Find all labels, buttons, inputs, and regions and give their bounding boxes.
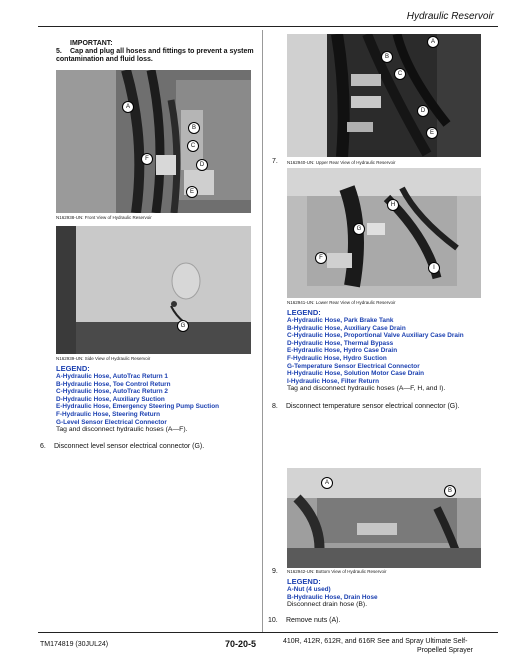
footer-model-line1: 410R, 412R, 612R, and 616R See and Spray Ultimate Self- [283,638,468,645]
legend-right [287,308,502,393]
caption-lower-rear-view: N162941-UN: Lower Rear View of Hydraulic Reservoir [287,300,396,305]
photo-lower-rear-view [287,168,481,298]
step-number: 9. [272,568,278,575]
callout-b: B [444,485,456,497]
page-title: Hydraulic Reservoir [406,11,494,22]
legend-tag-instruction: Tag and disconnect hydraulic hoses (A—F). [56,426,188,434]
callout-a: A [427,36,439,48]
footer-divider [38,632,498,633]
footer-document-id: TM174819 (30JUL24) [40,641,109,648]
legend-item: B-Hydraulic Hose, Auxiliary Case Drain [287,324,406,332]
step-10 [268,617,498,625]
legend-item: F-Hydraulic Hose, Steering Return [56,410,161,418]
step-number: 5. [56,48,62,55]
callout-h: H [387,199,399,211]
step-5 [56,40,256,64]
legend-item: C-Hydraulic Hose, Proportional Valve Auxiliary Case Drain [287,332,464,340]
legend-item: B-Hydraulic Hose, Drain Hose [287,593,378,601]
callout-c: C [394,68,406,80]
legend-item: G-Temperature Sensor Electrical Connector [287,362,420,370]
caption-front-view: N162938-UN: Front View of Hydraulic Reservoir [56,215,152,220]
important-label: IMPORTANT: [70,40,113,47]
legend-title: LEGEND: [287,308,321,317]
footer-model [283,637,473,655]
legend-item: D-Hydraulic Hose, Thermal Bypass [287,339,394,347]
header-divider [38,26,498,27]
step-5-text: Cap and plug all hoses and fittings to prevent a system contamination and fluid loss. [56,48,254,63]
callout-d: D [417,105,429,117]
legend-item: C-Hydraulic Hose, AutoTrac Return 2 [56,388,168,396]
callout-e: E [426,127,438,139]
callout-d: D [196,159,208,171]
legend-item: G-Level Sensor Electrical Connector [56,418,167,426]
callout-f: F [315,252,327,264]
footer-model-line2: Propelled Sprayer [416,647,473,654]
photo-side-view [56,226,251,354]
step-number: 8. [272,403,278,410]
callout-b: B [188,122,200,134]
callout-b: B [381,51,393,63]
callout-a: A [321,477,333,489]
column-divider [262,30,263,632]
legend-title: LEGEND: [287,577,321,586]
caption-side-view: N162939-UN: Side View of Hydraulic Reservoir [56,356,151,361]
step-8 [272,403,502,411]
legend-item: H-Hydraulic Hose, Solution Motor Case Drain [287,370,425,378]
step-number: 6. [40,443,46,450]
legend-tag-instruction: Disconnect drain hose (B). [287,601,368,609]
legend-item: A-Hydraulic Hose, AutoTrac Return 1 [56,373,168,380]
step-number: 10. [268,617,278,624]
caption-bottom-view: N162942-UN: Bottom View of Hydraulic Reservoir [287,569,387,574]
photo-bottom-view [287,468,481,568]
legend-title: LEGEND: [56,364,90,373]
callout-g: G [177,320,189,332]
legend-item: A-Nut (4 used) [287,586,331,593]
callout-f: F [141,153,153,165]
step-9 [272,568,286,576]
callout-g: G [353,223,365,235]
callout-c: C [187,140,199,152]
footer-page-number: 70-20-5 [225,639,257,649]
legend-left [56,364,261,434]
legend-item: B-Hydraulic Hose, Toe Control Return [56,380,171,388]
step-8-text: Disconnect temperature sensor electrical connector (G). [286,403,460,410]
step-7 [272,158,286,166]
legend-tag-instruction: Tag and disconnect hydraulic hoses (A—F, H, and I). [287,385,446,393]
legend-item: I-Hydraulic Hose, Filter Return [287,377,379,385]
callout-a: A [122,101,134,113]
photo-front-view [56,70,251,213]
legend-item: F-Hydraulic Hose, Hydro Suction [287,354,387,362]
step-6-text: Disconnect level sensor electrical connector (G). [54,443,205,450]
legend-item: E-Hydraulic Hose, Hydro Case Drain [287,347,398,355]
callout-e: E [186,186,198,198]
callout-i: I [428,262,440,274]
legend-item: E-Hydraulic Hose, Emergency Steering Pump Suction [56,403,220,411]
legend-item: A-Hydraulic Hose, Park Brake Tank [287,317,394,324]
legend-bottom [287,577,502,609]
caption-upper-rear-view: N162940-UN: Upper Rear View of Hydraulic Reservoir [287,160,396,165]
legend-item: D-Hydraulic Hose, Auxiliary Suction [56,395,165,403]
step-number: 7. [272,158,278,165]
step-6 [40,443,255,451]
step-10-text: Remove nuts (A). [286,617,341,624]
